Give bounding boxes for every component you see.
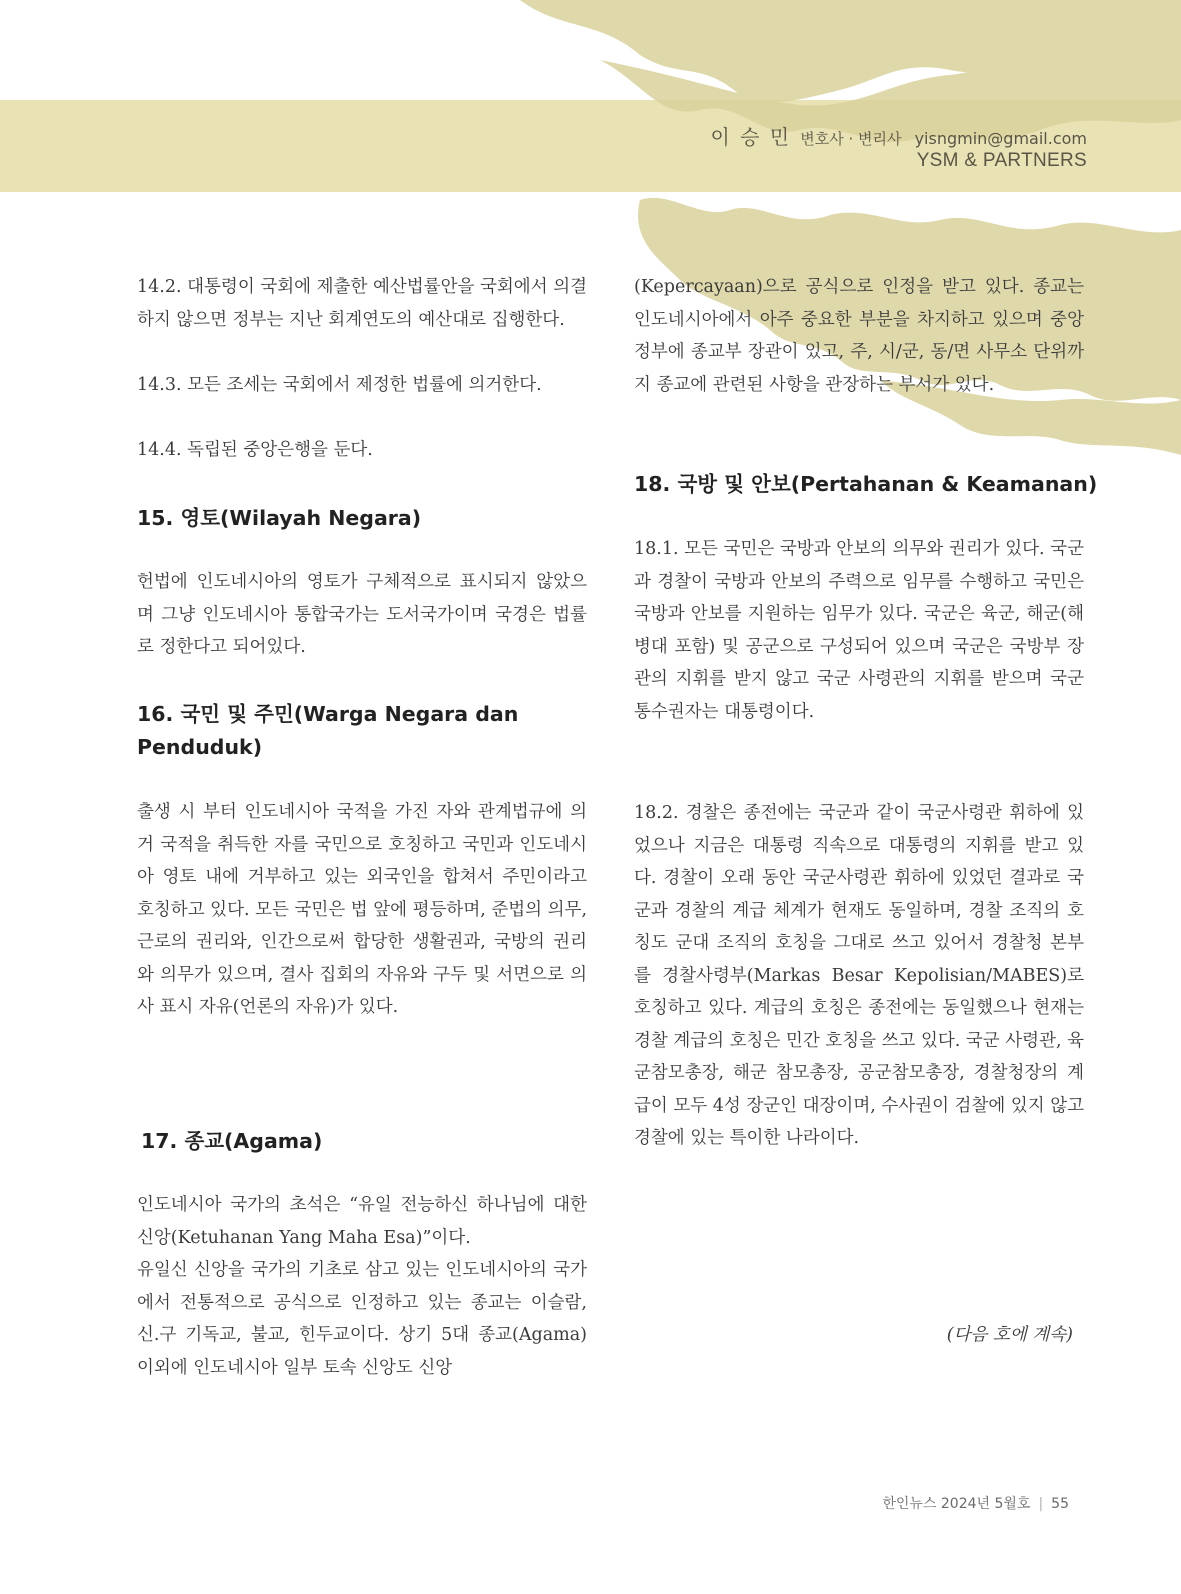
paragraph-17-1: 인도네시아 국가의 초석은 “유일 전능하신 하나님에 대한 신앙(Ketuhanan Yang Maha Esa)”이다.	[137, 1195, 587, 1248]
heading-17: 17. 종교(Agama)	[141, 1129, 323, 1153]
author-line	[710, 121, 1087, 150]
page-number: 55	[1051, 1496, 1069, 1512]
paragraph-18-2: 18.2. 경찰은 종전에는 국군과 같이 국군사령관 휘하에 있었으나 지금은 대통령 직속으로 대통령의 지휘를 받고 있다. 경찰이 오래 동안 국군사령관 휘하에 있었던 결과로 국군과 경찰의 계급 체계가 현재도 동일하며, 경찰 조직의 호칭도 군대 조직의 호칭을 그대로 쓰고 있어서 경찰청 본부를 경찰사령부(Markas Besar Kepolisian/MABES)로 호칭하고 있다. 계급의 호칭은 종전에는 동일했으나 현재는 경찰 계급의 호칭은 민간 호칭을 쓰고 있다. 국군 사령관, 육군참모총장, 해군 참모총장, 공군참모총장, 경찰청장의 계급이 모두 4성 장군인 대장이며, 수사권이 검찰에 있지 않고 경찰에 있는 특이한 나라이다.	[634, 803, 1085, 1148]
magazine-issue: 한인뉴스 2024년 5월호	[882, 1496, 1031, 1512]
firm-name: YSM & PARTNERS	[916, 150, 1087, 171]
paragraph-15: 헌법에 인도네시아의 영토가 구체적으로 표시되지 않았으며 그냥 인도네시아 통합국가는 도서국가이며 국경은 법률로 정한다고 되어있다.	[137, 572, 587, 657]
paragraph-18-1: 18.1. 모든 국민은 국방과 안보의 의무와 권리가 있다. 국군과 경찰이 국방과 안보의 주력으로 임무를 수행하고 국민은 국방과 안보를 지원하는 임무가 있다. 국군은 육군, 해군(해병대 포함) 및 공군으로 구성되어 있으며 국군은 국방부 장관의 지휘를 받지 않고 국군 사령관의 지휘를 받으며 국군 통수권자는 대통령이다.	[634, 539, 1084, 722]
paragraph-16: 출생 시 부터 인도네시아 국적을 가진 자와 관계법규에 의거 국적을 취득한 자를 국민으로 호칭하고 국민과 인도네시아 영토 내에 거부하고 있는 외국인을 합쳐서 주민이라고 호칭하고 있다. 모든 국민은 법 앞에 평등하며, 준법의 의무, 근로의 권리와, 인간으로써 합당한 생활권과, 국방의 권리와 의무가 있으며, 결사 집회의 자유와 구두 및 서면으로 의사 표시 자유(언론의 자유)가 있다.	[137, 802, 588, 1017]
paragraph-14-4: 14.4. 독립된 중앙은행을 둔다.	[137, 440, 373, 460]
heading-16-line1: 16. 국민 및 주민(Warga Negara dan	[137, 702, 519, 726]
heading-18: 18. 국방 및 안보(Pertahanan & Keamanan)	[634, 472, 1098, 496]
page-footer	[882, 1493, 1069, 1513]
heading-15: 15. 영토(Wilayah Negara)	[137, 506, 422, 530]
author-role: 변호사 · 변리사	[800, 130, 902, 148]
footer-separator: |	[1038, 1496, 1044, 1512]
paragraph-14-2: 14.2. 대통령이 국회에 제출한 예산법률안을 국회에서 의결하지 않으면 정부는 지난 회계연도의 예산대로 집행한다.	[137, 277, 587, 330]
continued-next-issue: (다음 호에 계속)	[946, 1325, 1073, 1345]
author-name: 이 승 민	[710, 125, 792, 149]
paragraph-17-2: 유일신 신앙을 국가의 기초로 삼고 있는 인도네시아의 국가에서 전통적으로 공식으로 인정하고 있는 종교는 이슬람, 신.구 기독교, 불교, 힌두교이다. 상기 5대 종교(Agama) 이외에 인도네시아 일부 토속 신앙도 신앙	[137, 1260, 587, 1378]
paragraph-17-continued: (Kepercayaan)으로 공식으로 인정을 받고 있다. 종교는 인도네시아에서 아주 중요한 부분을 차지하고 있으며 중앙정부에 종교부 장관이 있고, 주, 시/군, 동/면 사무소 단위까지 종교에 관련된 사항을 관장하는 부서가 있다.	[634, 277, 1084, 395]
paragraph-14-3: 14.3. 모든 조세는 국회에서 제정한 법률에 의거한다.	[137, 375, 542, 395]
heading-16-line2: Penduduk)	[137, 735, 263, 759]
author-email: yisngmin@gmail.com	[914, 129, 1087, 148]
